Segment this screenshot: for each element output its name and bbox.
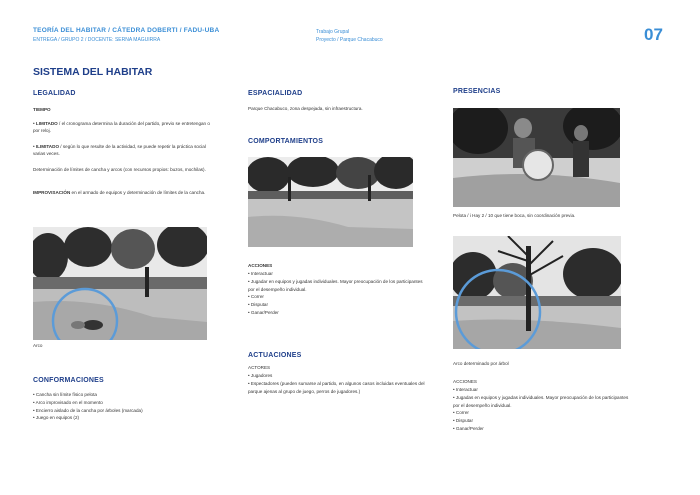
header-title: TEORÍA DEL HABITAR / CÁTEDRA DOBERTI / FADU-UBA: [33, 27, 220, 34]
list-item: • Disputar: [453, 417, 633, 425]
list-item: • Ganar/Perder: [453, 425, 633, 433]
acciones-title-col3: ACCIONES: [453, 379, 477, 384]
tiempo-subheading: TIEMPO: [33, 107, 51, 112]
main-title: SISTEMA DEL HABITAR: [33, 66, 153, 78]
list-item: • Correr: [453, 409, 633, 417]
actores-title: ACTORES: [248, 365, 271, 370]
list-item: • Interactuar: [453, 386, 633, 394]
actores-list: [248, 372, 428, 395]
conformaciones-list: [33, 391, 213, 422]
limitado-text: / el cronograma determina la duración del partido, previo se entretengan o por reloj.: [33, 121, 210, 133]
actuaciones-heading: ACTUACIONES: [248, 352, 302, 359]
list-item: • Disputar: [248, 301, 428, 309]
tree-arco-photo: [453, 236, 621, 349]
header-center-line1: Trabajo Grupal: [316, 29, 350, 35]
header-subtitle: ENTREGA / GRUPO 2 / DOCENTE: SERNA MAGUIRRA: [33, 37, 161, 43]
limites-paragraph: Determinación de límites de cancha y arcos (con recursos propios: buzos, mochilas).: [33, 167, 206, 172]
improvisacion-label: IMPROVISACIÓN: [33, 190, 71, 195]
acciones-list-col3: [453, 386, 633, 433]
list-item: • Espectadores (pueden sumarse al partido, en algunos casos incluidas eventuales del parque ajenas al grupo de juego, perros de jugadores.): [248, 380, 428, 396]
espacialidad-text: Parque Chacabuco, zona despejada, sin infraestructura.: [248, 106, 363, 111]
list-item: • Jugadores: [248, 372, 428, 380]
presencias-heading: PRESENCIAS: [453, 88, 501, 95]
arco-caption: Arco: [33, 343, 43, 348]
arbol-caption: Arco determinado por árbol: [453, 361, 509, 366]
list-item: • Jugadas en equipos y jugadas individuales. Mayor preocupación de los participantes por el desempeño individual.: [453, 394, 633, 410]
espacialidad-heading: ESPACIALIDAD: [248, 90, 303, 97]
list-item: • Interactuar: [248, 270, 428, 278]
comportamientos-heading: COMPORTAMIENTOS: [248, 138, 324, 145]
ilimitado-text: / según lo que resulte de la actividad, se puede repetir la práctica social varias veces.: [33, 144, 206, 156]
list-item: • Cancha sin límite físico pelota: [33, 391, 213, 399]
acciones-title-col2: ACCIONES: [248, 263, 273, 268]
legalidad-heading: LEGALIDAD: [33, 90, 76, 97]
conformaciones-heading: CONFORMACIONES: [33, 377, 104, 384]
improvisacion-paragraph: [33, 189, 208, 196]
list-item: • Correr: [248, 293, 428, 301]
limitado-paragraph: [33, 120, 213, 134]
list-item: • Ganar/Perder: [248, 309, 428, 317]
page-number: 07: [644, 25, 663, 44]
park-field-photo: [248, 157, 413, 247]
list-item: • Juego en equipos (2): [33, 414, 213, 422]
kids-playing-photo: [453, 108, 620, 207]
list-item: • Encierro aislado de la cancha por árboles (marcada): [33, 407, 213, 415]
field-arco-photo: [33, 227, 207, 340]
list-item: • Arco improvisado en el momento: [33, 399, 213, 407]
pelota-caption: Pelota / i Hay 2 / 10 que tiene boca, sin coordinación previa.: [453, 213, 576, 218]
limitado-label: • LIMITADO: [33, 121, 58, 126]
ilimitado-label: • ILIMITADO: [33, 144, 60, 149]
list-item: • Jugadar en equipos y jugadas individuales. Mayor preocupación de los participantes por el desempeño individual.: [248, 278, 428, 294]
improvisacion-text: en el armado de equipos y determinación de límites de la cancha.: [70, 190, 206, 195]
ilimitado-paragraph: [33, 143, 213, 157]
acciones-list-col2: [248, 270, 428, 317]
header-center-line2: Proyecto / Parque Chacabuco: [316, 37, 383, 43]
